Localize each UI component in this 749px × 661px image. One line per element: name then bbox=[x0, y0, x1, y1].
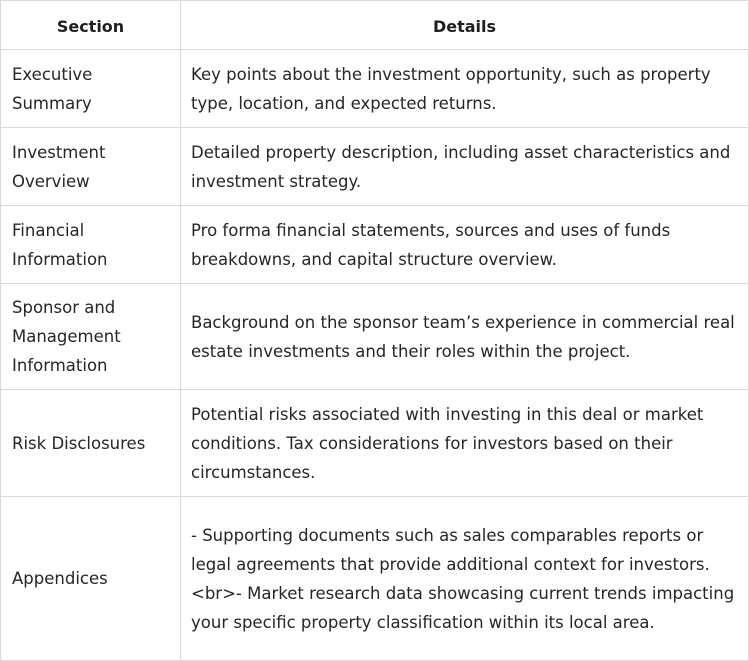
section-cell: Financial Information bbox=[1, 206, 181, 284]
details-cell: - Supporting documents such as sales comparables reports or legal agreements that provide additional context for investors. <br>- Market research data showcasing current trends impacting your specific property classification within its local area. bbox=[181, 497, 749, 661]
table-row bbox=[1, 390, 749, 497]
details-cell: Potential risks associated with investing in this deal or market conditions. Tax considerations for investors based on their circumstances. bbox=[181, 390, 749, 497]
table-row bbox=[1, 497, 749, 661]
details-cell: Pro forma financial statements, sources and uses of funds breakdowns, and capital structure overview. bbox=[181, 206, 749, 284]
section-cell: Investment Overview bbox=[1, 128, 181, 206]
table-row bbox=[1, 284, 749, 390]
details-cell: Key points about the investment opportunity, such as property type, location, and expected returns. bbox=[181, 50, 749, 128]
table-header-row bbox=[1, 1, 749, 50]
column-header-section: Section bbox=[1, 1, 181, 50]
section-cell: Appendices bbox=[1, 497, 181, 661]
section-cell: Risk Disclosures bbox=[1, 390, 181, 497]
table-row bbox=[1, 50, 749, 128]
section-cell: Executive Summary bbox=[1, 50, 181, 128]
details-cell: Background on the sponsor team’s experience in commercial real estate investments and their roles within the project. bbox=[181, 284, 749, 390]
details-cell: Detailed property description, including asset characteristics and investment strategy. bbox=[181, 128, 749, 206]
table-row bbox=[1, 206, 749, 284]
section-cell: Sponsor and Management Information bbox=[1, 284, 181, 390]
table-row bbox=[1, 128, 749, 206]
column-header-details: Details bbox=[181, 1, 749, 50]
